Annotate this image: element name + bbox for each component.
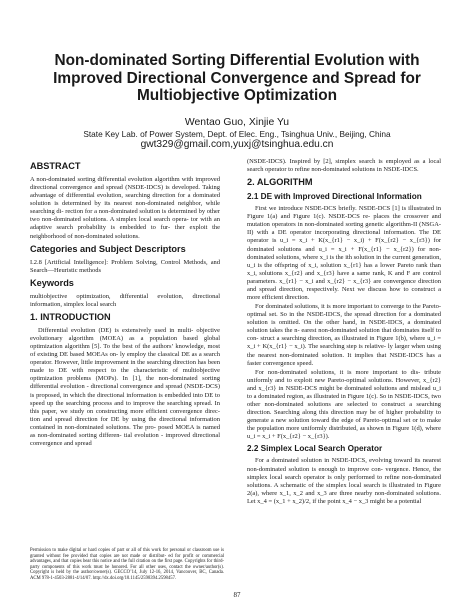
subsection-2-2-heading: 2.2 Simplex Local Search Operator (247, 444, 383, 454)
subsection-2-1-para-3: For non-dominated solutions, it is more important to dis- tribute uniformly and to exploit new Pareto-optimal solutions. However, x_{r2} and x_{r3} in NSDE-DCS might be dominated solutions and mislead u_i to a dominated region, as illustrated in Figure 1(c). So in NSDE-IDCS, two other non-dominated solutions are selected to construct a searching direction. Searching along this direction may be of higher probability to generate a new solution toward the edge of Pareto-optimal set or to make the population more uniformly distributed, as shown in Figure 1(d), where u_i = x_i + F(x_{r2} − x_{r3}). (247, 368, 441, 441)
introduction-heading: 1. INTRODUCTION (30, 311, 111, 322)
affiliation: State Key Lab. of Power System, Dept. of Elec. Eng., Tsinghua Univ., Beijing, China (83, 129, 391, 139)
left-column (30, 158, 220, 449)
title-line-2: Improved Directional Convergence and Spread for (53, 69, 421, 87)
subsection-2-1-heading: 2.1 DE with Improved Directional Information (247, 192, 422, 202)
copyright-footnote: Permission to make digital or hard copies of part or all of this work for personal or classroom use is granted without fee provided that copies are not made or distribut- ed for profit or commercial advantages, and that copies bear this notice and the full citation on the first page. Copyrights for third-party components of this work must be honored. For all other uses, contact the owner/author(s). Copyright is held by the author/owner(s). GECCO’14, July 12-16, 2014, Vancouver, BC, Canada. ACM 978-1-4503-2881-4/14/07. http://dx.doi.org/10.1145/2598394.2598457. (30, 548, 224, 581)
subsection-2-2-text: For a dominated solution in NSDE-IDCS, evolving toward its nearest non-dominated solution is enough to improve con- vergence. Hence, the simplex local search operator is only performed to refine non-dominated solutions. A schematic of the simplex local search is illustrated in Figure 2(a), where x_1, x_2 and x_3 are three nearby non-dominated solutions. Let x_4 = (x_1 + x_2)/2, if the point x_4 − x_3 might be a potential (247, 457, 441, 505)
title-line-1: Non-dominated Sorting Differential Evolution with (54, 52, 420, 69)
keywords-heading: Keywords (30, 277, 74, 288)
page-number: 87 (233, 591, 241, 599)
keywords-text: multiobjective optimization, differential evolution, directional information, simplex local search (30, 292, 220, 308)
right-column (247, 158, 441, 507)
categories-heading: Categories and Subject Descriptors (30, 243, 186, 254)
introduction-text: Differential evolution (DE) is extensively used in multi- objective evolutionary algorithm (MOEA) as a population based global optimization algorithm [5]. To the best of the authors’ knowledge, most of existing DE based MOEAs on- ly employ the classical DE as a search operator. However, little improvement in the searching direction has been made to DE with respect to the characteristic of multiobjective optimization problems (MOPs). In [1], the non-dominated sorting differential evolution - directional convergence and spread (NSDE-DCS) is proposed, in which the directional information is embedded into DE to speed up the searching process and to improve the searching spread. In this paper, we study on constructing more efficient convergence direc- tion and spread direction for DE by using the directional information contained in non-dominated solutions. The pro- posed MOEA is named as non-dominated sorting differen- tial evolution - improved directional convergence and spread (30, 326, 220, 448)
author-block (30, 117, 444, 151)
author-email: gwt329@gmail.com,yuxj@tsinghua.edu.cn (140, 139, 334, 151)
introduction-continued: (NSDE-IDCS). Inspired by [2], simplex search is employed as a local search operator to refine non-dominated solutions in NSDE-IDCS. (247, 158, 441, 174)
paper-title (30, 52, 444, 105)
abstract-text: A non-dominated sorting differential evolution algorithm with improved directional convergence and spread (NSDE-IDCS) is developed. Taking advantage of differential evolution, searching direction for a dominated solution is determined by its nearest non-dominated neighbor, while searching di- rection for a non-dominated solution is determined by other two non-dominated solutions. A simplex local search opera- tor with an adaptive search probability is embedded to fur- ther exploit the neighborhood of non-dominated solutions. (30, 176, 220, 240)
author-names: Wentao Guo, Xinjie Yu (184, 117, 290, 128)
categories-text: I.2.8 [Artificial Intelligence]: Problem Solving, Control Methods, and Search—Heuristic methods (30, 258, 220, 274)
subsection-2-1-para-1: First we introduce NSDE-DCS briefly. NSDE-DCS [1] is illustrated in Figure 1(a) and Figure 1(c). NSDE-DCS re- places the crossover and mutation operators in non-dominated sorting genetic algorithm-II (NSGA-II) with a DE operator incorporating directional information. The DE operator is u_i = x_i + K(x_{r1} − x_i) + F(x_{r2} − x_{r3}) for dominated solutions and u_i = x_i + F(x_{r1} − x_{r2}) for non-dominated solutions, where x_i is the ith solution in the current generation, u_i is the offspring of x_i, solution x_{r1} has a lower Pareto rank than x_i, solutions x_{r2} and x_{r3} have a same rank, K and F are control parameters. x_{r1} − x_i and x_{r2} − x_{r3} are convergence direction and spread direction, respectively. Next we discuss how to construct a more efficient direction. (247, 205, 441, 302)
title-line-3: Multiobjective Optimization (136, 87, 338, 104)
subsection-2-1-para-2: For dominated solutions, it is more important to converge to the Pareto-optimal set. So in the NSDE-IDCS, the spread direction for a dominated solution is omitted. On the other hand, in NSDE-IDCS, a dominated solution takes the n- earest non-dominated solution that dominates itself to con- struct a searching direction, as illustrated in Figure 1(b), where u_i = x_i + K(x_{r1} − x_i). The searching step is relative- ly larger when using the nearest non-dominated solution. It implies that NSDE-IDCS has a faster convergence speed. (247, 303, 441, 367)
abstract-heading: ABSTRACT (30, 161, 81, 171)
algorithm-heading: 2. ALGORITHM (247, 177, 313, 188)
